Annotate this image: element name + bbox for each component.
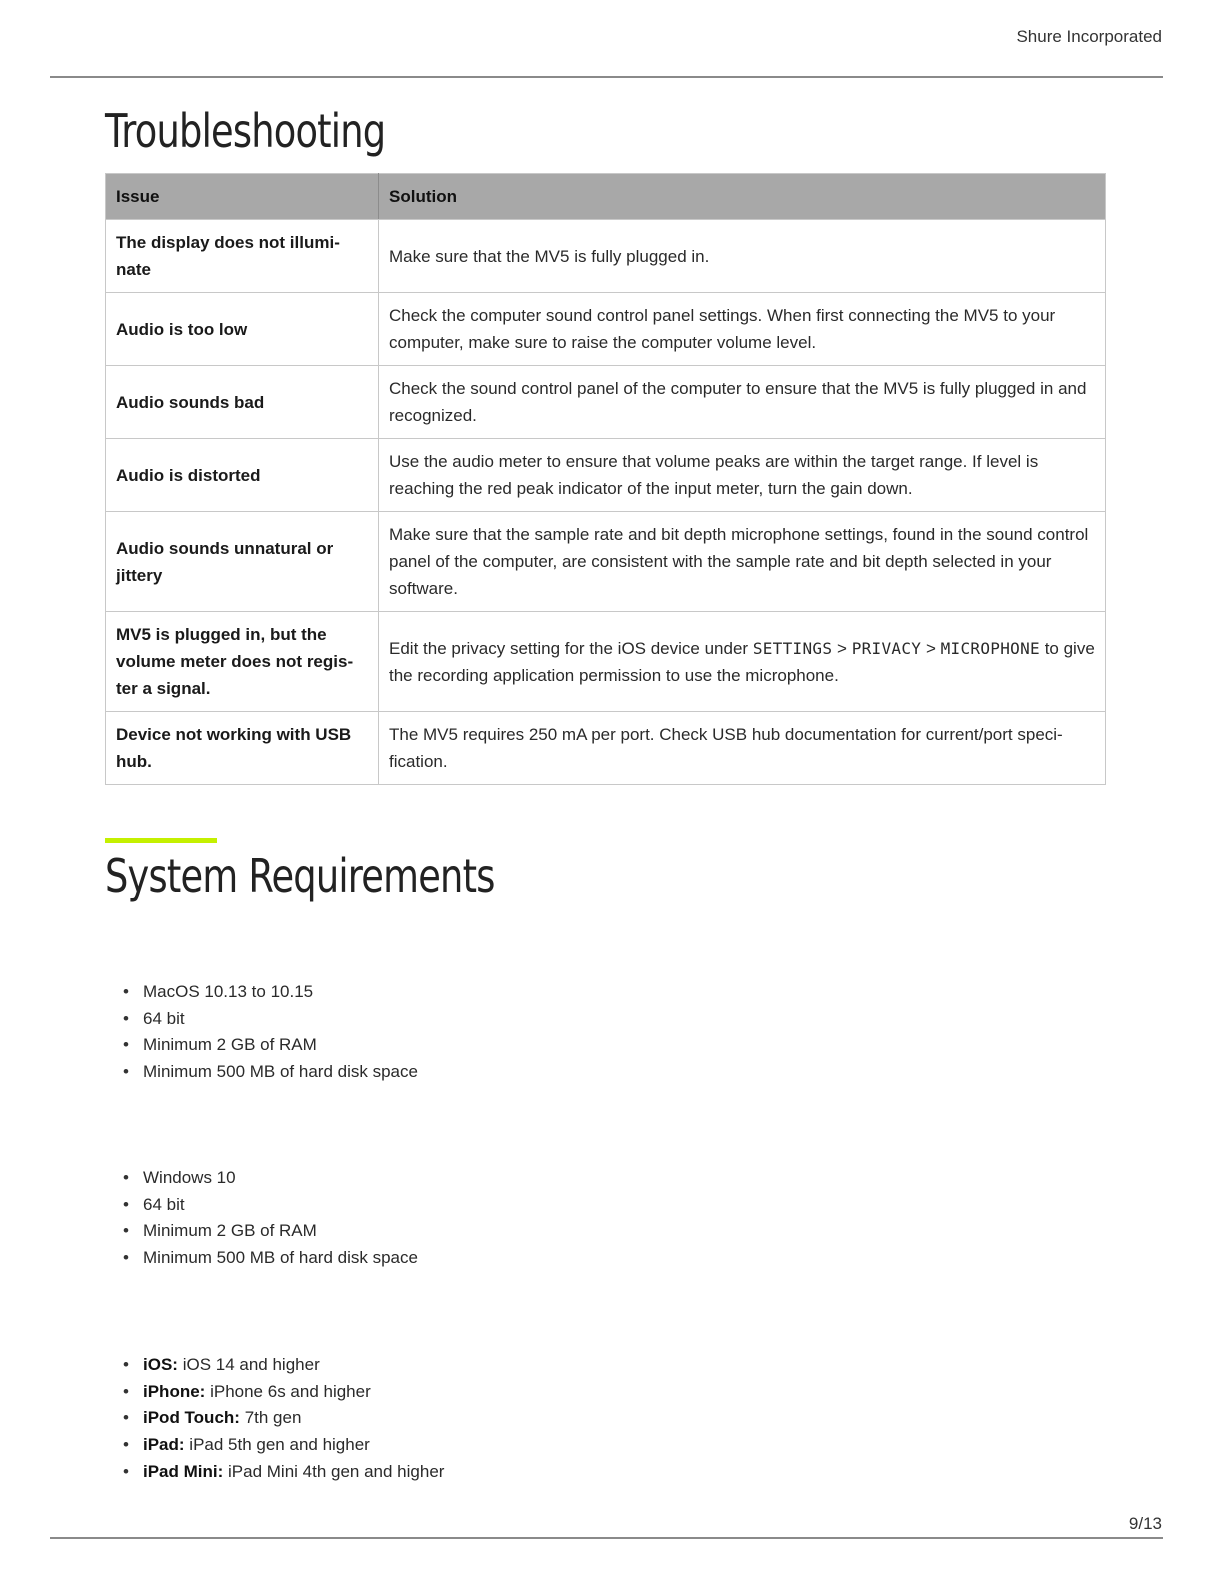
requirement-value: iOS 14 and higher [182, 1355, 320, 1374]
requirement-value: iPad 5th gen and higher [189, 1435, 370, 1455]
issue-cell: Audio sounds bad [106, 366, 379, 439]
issue-cell: The display does not illumi-nate [106, 220, 379, 293]
issue-cell: Audio is distorted [106, 439, 379, 512]
requirement-label: iPhone: [143, 1381, 206, 1401]
requirement-label: iPad Mini: [143, 1461, 224, 1481]
solution-cell [379, 612, 1106, 712]
requirement-label: iPod Touch: [143, 1408, 240, 1428]
issue-cell: Audio sounds unnatural or jittery [106, 512, 379, 612]
requirement-label: iPad: [143, 1435, 185, 1455]
table-row [106, 220, 1106, 293]
table-row [106, 439, 1106, 512]
column-header-issue: Issue [106, 174, 379, 220]
solution-cell: Check the sound control panel of the computer to ensure that the MV5 is fully plugged in and recognized. [379, 366, 1106, 439]
windows-requirements-list [120, 1165, 418, 1272]
solution-text: Edit the privacy setting for the iOS device under [389, 638, 749, 658]
list-item [120, 1352, 444, 1379]
header-company-name: Shure Incorporated [1016, 27, 1162, 46]
solution-cell: The MV5 requires 250 mA per port. Check USB hub documentation for current/port speci-fication. [379, 712, 1106, 785]
table-row [106, 612, 1106, 712]
list-item: • Windows 10 [120, 1165, 418, 1192]
mac-requirements-list [120, 979, 418, 1086]
solution-cell: Make sure that the MV5 is fully plugged in. [379, 220, 1106, 293]
solution-cell: Use the audio meter to ensure that volume peaks are within the target range. If level is reaching the red peak indicator of the input meter, turn the gain down. [379, 439, 1106, 512]
microphone-path-segment: MICROPHONE [940, 638, 1040, 658]
list-item: • 64 bit [120, 1006, 418, 1033]
troubleshooting-table [105, 173, 1106, 785]
settings-path-segment: SETTINGS [752, 638, 833, 658]
header-divider [50, 76, 1163, 78]
solution-text: to give the recording application permission to use the microphone. [389, 638, 1095, 685]
path-separator: > [837, 638, 847, 658]
list-item: • MacOS 10.13 to 10.15 [120, 979, 418, 1006]
system-requirements-heading: System Requirements [105, 849, 495, 903]
list-item: • Minimum 2 GB of RAM [120, 1032, 418, 1059]
table-row [106, 712, 1106, 785]
ios-requirements-list [120, 1352, 444, 1486]
requirement-value: iPhone 6s and higher [210, 1381, 371, 1401]
solution-cell: Check the computer sound control panel settings. When first connecting the MV5 to your computer, make sure to raise the computer volume level. [379, 293, 1106, 366]
path-separator: > [925, 638, 936, 658]
privacy-path-segment: PRIVACY [851, 638, 922, 658]
list-item [120, 1459, 444, 1486]
troubleshooting-heading: Troubleshooting [105, 104, 386, 158]
list-item [120, 1379, 444, 1406]
table-row [106, 293, 1106, 366]
table-row [106, 512, 1106, 612]
solution-cell: Make sure that the sample rate and bit depth microphone settings, found in the sound control panel of the computer, are consistent with the sample rate and bit depth selected in your software. [379, 512, 1106, 612]
requirement-label: iOS: [143, 1355, 178, 1374]
issue-cell: Audio is too low [106, 293, 379, 366]
table-header-row [106, 174, 1106, 220]
issue-cell: MV5 is plugged in, but the volume meter does not regis-ter a signal. [106, 612, 379, 712]
footer-divider [50, 1537, 1163, 1539]
list-item: • Minimum 500 MB of hard disk space [120, 1245, 418, 1272]
list-item [120, 1405, 444, 1432]
page-number: 9/13 [1128, 1514, 1162, 1533]
list-item [120, 1432, 444, 1459]
issue-cell: Device not working with USB hub. [106, 712, 379, 785]
column-header-solution: Solution [379, 174, 1106, 220]
list-item: • 64 bit [120, 1192, 418, 1219]
list-item: • Minimum 2 GB of RAM [120, 1218, 418, 1245]
section-accent-bar [105, 838, 217, 843]
requirement-value: iPad Mini 4th gen and higher [228, 1461, 445, 1481]
table-row [106, 366, 1106, 439]
requirement-value: 7th gen [244, 1408, 302, 1428]
list-item: • Minimum 500 MB of hard disk space [120, 1059, 418, 1086]
